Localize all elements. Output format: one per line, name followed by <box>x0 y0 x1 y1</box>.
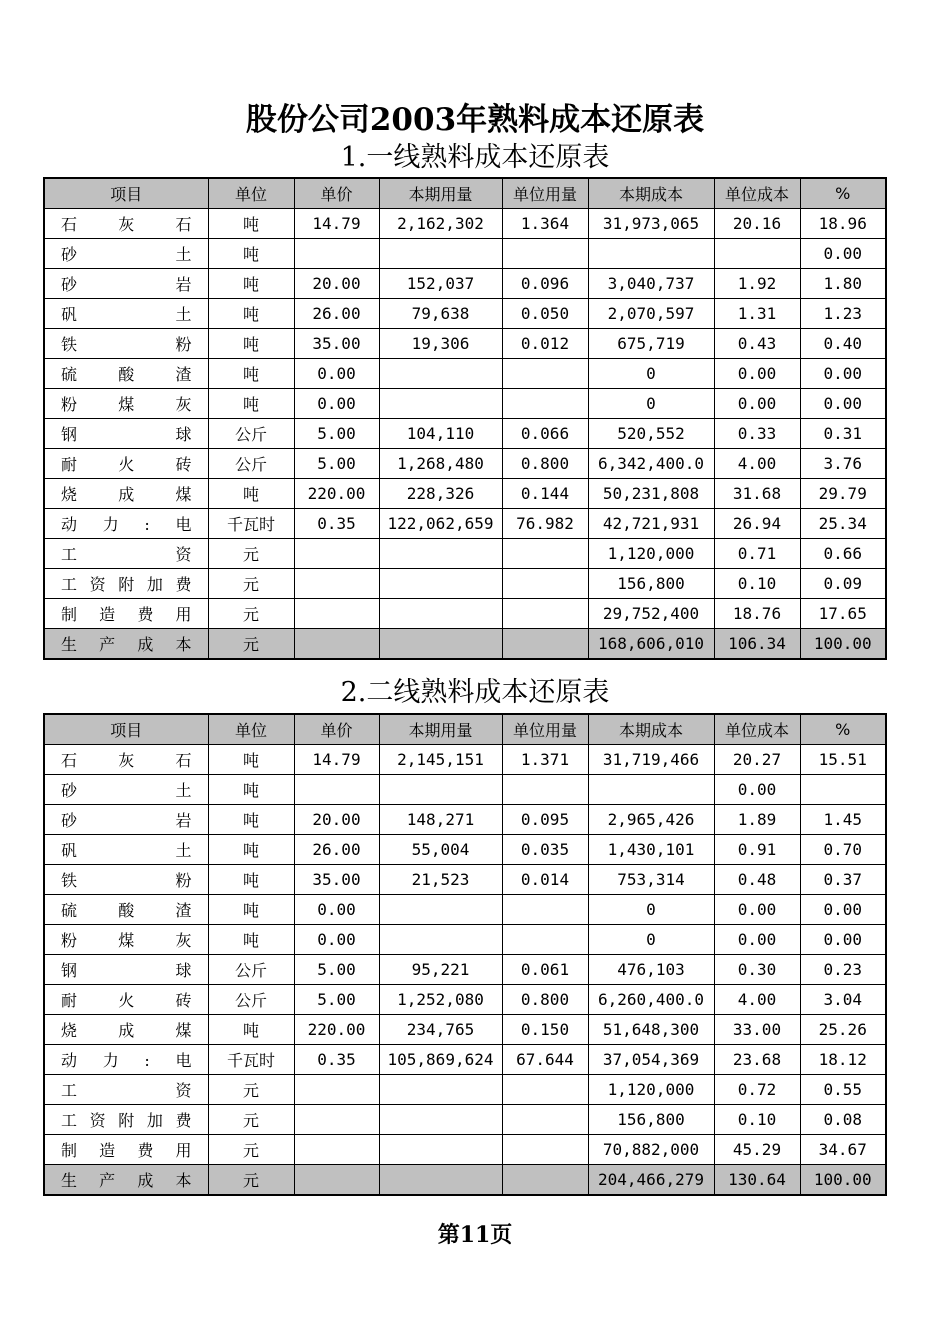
table-row <box>44 479 886 509</box>
cell-unit-consumption <box>502 1105 588 1135</box>
table-row <box>44 629 886 660</box>
cell-unit-consumption: 0.012 <box>502 329 588 359</box>
cell-percent: 0.00 <box>800 359 886 389</box>
header-period-cost: 本期成本 <box>588 714 714 745</box>
cell-percent: 34.67 <box>800 1135 886 1165</box>
cell-unit-cost: 106.34 <box>714 629 800 660</box>
cell-period-quantity: 105,869,624 <box>379 1045 502 1075</box>
cell-item: 制造费用 <box>44 1135 208 1165</box>
cell-unit-cost: 0.00 <box>714 895 800 925</box>
cell-period-quantity <box>379 925 502 955</box>
table-row <box>44 925 886 955</box>
cell-period-quantity <box>379 239 502 269</box>
cell-unit: 元 <box>208 599 294 629</box>
cell-period-quantity: 1,252,080 <box>379 985 502 1015</box>
cell-period-quantity <box>379 1135 502 1165</box>
table-row <box>44 985 886 1015</box>
cell-unit-consumption <box>502 925 588 955</box>
cell-unit-cost: 0.48 <box>714 865 800 895</box>
table-row <box>44 599 886 629</box>
cell-unit-price <box>294 539 379 569</box>
header-unit-cost: 单位成本 <box>714 178 800 209</box>
cell-period-cost: 675,719 <box>588 329 714 359</box>
cell-unit: 元 <box>208 1105 294 1135</box>
cell-unit-cost: 0.91 <box>714 835 800 865</box>
cell-unit-consumption <box>502 895 588 925</box>
cell-unit-price <box>294 1135 379 1165</box>
cell-unit-consumption <box>502 599 588 629</box>
page-number: 第11页 <box>437 1222 513 1248</box>
cell-period-quantity: 104,110 <box>379 419 502 449</box>
table-row <box>44 269 886 299</box>
cell-period-cost: 168,606,010 <box>588 629 714 660</box>
cell-unit-consumption: 1.371 <box>502 745 588 775</box>
cell-unit-price: 35.00 <box>294 865 379 895</box>
table-row <box>44 1015 886 1045</box>
cell-unit-price: 5.00 <box>294 449 379 479</box>
cell-period-quantity: 1,268,480 <box>379 449 502 479</box>
cell-item: 矾土 <box>44 299 208 329</box>
cell-unit-cost: 4.00 <box>714 449 800 479</box>
cell-unit: 元 <box>208 1135 294 1165</box>
cell-unit-price <box>294 775 379 805</box>
cell-period-quantity <box>379 569 502 599</box>
cell-period-cost: 29,752,400 <box>588 599 714 629</box>
cell-percent: 25.34 <box>800 509 886 539</box>
cell-unit-cost: 0.72 <box>714 1075 800 1105</box>
cell-unit-price: 0.35 <box>294 1045 379 1075</box>
cell-unit: 吨 <box>208 359 294 389</box>
header-row <box>44 178 886 209</box>
cell-percent: 100.00 <box>800 629 886 660</box>
cell-unit-cost: 1.92 <box>714 269 800 299</box>
document-title: 股份公司2003年熟料成本还原表 <box>245 102 705 138</box>
cell-period-quantity <box>379 599 502 629</box>
cell-item: 工资 <box>44 539 208 569</box>
cell-unit-price <box>294 239 379 269</box>
table-row <box>44 955 886 985</box>
cell-percent: 25.26 <box>800 1015 886 1045</box>
cell-unit-consumption: 0.061 <box>502 955 588 985</box>
cell-unit: 吨 <box>208 805 294 835</box>
cell-period-quantity <box>379 539 502 569</box>
cell-period-cost: 0 <box>588 389 714 419</box>
cell-unit-cost: 0.10 <box>714 569 800 599</box>
cell-unit: 吨 <box>208 239 294 269</box>
cell-unit-cost: 1.89 <box>714 805 800 835</box>
table-row <box>44 239 886 269</box>
cell-period-cost: 50,231,808 <box>588 479 714 509</box>
cell-item: 动力:电 <box>44 509 208 539</box>
cell-percent: 0.00 <box>800 389 886 419</box>
cell-unit-consumption: 0.150 <box>502 1015 588 1045</box>
cell-unit: 元 <box>208 1165 294 1196</box>
cell-unit: 千瓦时 <box>208 509 294 539</box>
cell-period-quantity: 55,004 <box>379 835 502 865</box>
cell-percent: 3.76 <box>800 449 886 479</box>
cell-period-quantity <box>379 389 502 419</box>
cell-item: 砂岩 <box>44 269 208 299</box>
cell-item: 铁粉 <box>44 329 208 359</box>
cell-percent: 0.00 <box>800 895 886 925</box>
table-row <box>44 419 886 449</box>
cell-period-cost <box>588 239 714 269</box>
cell-period-cost: 0 <box>588 925 714 955</box>
cell-period-cost: 204,466,279 <box>588 1165 714 1196</box>
cell-unit: 吨 <box>208 865 294 895</box>
cell-unit-price: 26.00 <box>294 835 379 865</box>
table-row <box>44 1165 886 1196</box>
cell-period-cost: 0 <box>588 359 714 389</box>
cell-unit: 元 <box>208 569 294 599</box>
cell-period-cost: 2,965,426 <box>588 805 714 835</box>
header-period-quantity: 本期用量 <box>379 714 502 745</box>
header-item: 项目 <box>44 714 208 745</box>
cell-item: 钢球 <box>44 955 208 985</box>
cell-unit-cost: 0.43 <box>714 329 800 359</box>
cell-item: 硫酸渣 <box>44 359 208 389</box>
cell-period-cost: 42,721,931 <box>588 509 714 539</box>
cell-unit-cost: 4.00 <box>714 985 800 1015</box>
table-row <box>44 745 886 775</box>
header-unit-cost: 单位成本 <box>714 714 800 745</box>
cell-unit-price: 5.00 <box>294 985 379 1015</box>
cell-item: 动力:电 <box>44 1045 208 1075</box>
cell-unit-consumption <box>502 1075 588 1105</box>
cell-unit: 吨 <box>208 329 294 359</box>
cell-period-cost: 70,882,000 <box>588 1135 714 1165</box>
cell-unit-price <box>294 629 379 660</box>
cell-unit: 吨 <box>208 389 294 419</box>
cell-unit-consumption: 0.096 <box>502 269 588 299</box>
cell-unit-price <box>294 569 379 599</box>
cell-unit: 公斤 <box>208 419 294 449</box>
cell-unit-price: 5.00 <box>294 955 379 985</box>
cell-unit-cost: 1.31 <box>714 299 800 329</box>
line-1-cost-table <box>43 177 887 660</box>
cell-period-quantity: 2,162,302 <box>379 209 502 239</box>
cell-unit-cost: 26.94 <box>714 509 800 539</box>
cell-unit-price: 0.00 <box>294 389 379 419</box>
cell-period-cost: 1,430,101 <box>588 835 714 865</box>
cell-unit: 公斤 <box>208 985 294 1015</box>
cell-unit-consumption: 0.800 <box>502 985 588 1015</box>
cell-percent: 0.00 <box>800 239 886 269</box>
cell-unit-cost: 0.71 <box>714 539 800 569</box>
table-row <box>44 569 886 599</box>
cell-percent: 0.37 <box>800 865 886 895</box>
cell-unit-price: 0.00 <box>294 925 379 955</box>
cell-item: 砂土 <box>44 775 208 805</box>
cell-unit-price <box>294 599 379 629</box>
cell-unit-consumption <box>502 569 588 599</box>
cell-percent: 0.09 <box>800 569 886 599</box>
cell-percent <box>800 775 886 805</box>
cell-unit-price <box>294 1075 379 1105</box>
cell-unit-cost: 23.68 <box>714 1045 800 1075</box>
cell-percent: 0.55 <box>800 1075 886 1105</box>
cell-unit-consumption: 0.095 <box>502 805 588 835</box>
cell-period-quantity <box>379 1105 502 1135</box>
cell-period-quantity <box>379 895 502 925</box>
table-row <box>44 359 886 389</box>
cell-period-quantity: 79,638 <box>379 299 502 329</box>
cell-item: 硫酸渣 <box>44 895 208 925</box>
cell-unit: 吨 <box>208 209 294 239</box>
cell-unit: 吨 <box>208 269 294 299</box>
cell-period-cost: 753,314 <box>588 865 714 895</box>
cell-percent: 0.66 <box>800 539 886 569</box>
cell-unit-price: 20.00 <box>294 269 379 299</box>
cell-period-quantity: 2,145,151 <box>379 745 502 775</box>
table-row <box>44 209 886 239</box>
table-row <box>44 1075 886 1105</box>
cell-unit-cost: 18.76 <box>714 599 800 629</box>
cell-unit-cost: 0.00 <box>714 775 800 805</box>
cell-item: 耐火砖 <box>44 985 208 1015</box>
cell-period-cost: 0 <box>588 895 714 925</box>
table-row <box>44 1045 886 1075</box>
cell-period-cost: 31,719,466 <box>588 745 714 775</box>
header-percent: % <box>800 178 886 209</box>
cell-item: 粉煤灰 <box>44 389 208 419</box>
cell-unit-price: 220.00 <box>294 1015 379 1045</box>
cell-item: 生产成本 <box>44 629 208 660</box>
cell-period-quantity <box>379 359 502 389</box>
cell-item: 生产成本 <box>44 1165 208 1196</box>
cell-period-quantity <box>379 1165 502 1196</box>
cell-unit-price: 26.00 <box>294 299 379 329</box>
cell-unit-price: 0.00 <box>294 359 379 389</box>
cell-unit-consumption: 0.035 <box>502 835 588 865</box>
cell-period-cost: 51,648,300 <box>588 1015 714 1045</box>
cell-unit-price: 20.00 <box>294 805 379 835</box>
cell-unit-consumption: 67.644 <box>502 1045 588 1075</box>
cell-period-cost: 1,120,000 <box>588 1075 714 1105</box>
cell-unit: 吨 <box>208 299 294 329</box>
cell-percent: 3.04 <box>800 985 886 1015</box>
cell-unit-consumption <box>502 1165 588 1196</box>
cell-percent: 100.00 <box>800 1165 886 1196</box>
cell-percent: 0.70 <box>800 835 886 865</box>
cell-item: 工资附加费 <box>44 1105 208 1135</box>
cell-item: 工资附加费 <box>44 569 208 599</box>
cell-unit-cost: 130.64 <box>714 1165 800 1196</box>
cell-item: 工资 <box>44 1075 208 1105</box>
cell-unit-price <box>294 1165 379 1196</box>
table-row <box>44 835 886 865</box>
table-row <box>44 329 886 359</box>
table-row <box>44 539 886 569</box>
cell-unit-consumption: 0.144 <box>502 479 588 509</box>
cell-unit-consumption: 1.364 <box>502 209 588 239</box>
table-row <box>44 1105 886 1135</box>
header-unit-consumption: 单位用量 <box>502 714 588 745</box>
cell-unit-cost: 33.00 <box>714 1015 800 1045</box>
table-row <box>44 895 886 925</box>
table-2-title: 2.二线熟料成本还原表 <box>340 677 610 708</box>
cell-unit-cost: 20.27 <box>714 745 800 775</box>
cell-percent: 15.51 <box>800 745 886 775</box>
cell-percent: 1.23 <box>800 299 886 329</box>
header-period-cost: 本期成本 <box>588 178 714 209</box>
cell-percent: 18.12 <box>800 1045 886 1075</box>
cell-unit-price: 14.79 <box>294 745 379 775</box>
cell-period-quantity: 228,326 <box>379 479 502 509</box>
cell-percent: 0.00 <box>800 925 886 955</box>
header-percent: % <box>800 714 886 745</box>
cell-item: 烧成煤 <box>44 1015 208 1045</box>
cell-unit-cost: 0.00 <box>714 389 800 419</box>
cell-unit-consumption <box>502 629 588 660</box>
cell-item: 砂岩 <box>44 805 208 835</box>
cell-percent: 1.80 <box>800 269 886 299</box>
cell-period-cost: 520,552 <box>588 419 714 449</box>
cell-item: 粉煤灰 <box>44 925 208 955</box>
table-row <box>44 865 886 895</box>
cell-unit: 元 <box>208 1075 294 1105</box>
cell-unit-cost <box>714 239 800 269</box>
table-1-title: 1.一线熟料成本还原表 <box>340 142 610 173</box>
cell-item: 石灰石 <box>44 745 208 775</box>
cell-percent: 29.79 <box>800 479 886 509</box>
cell-unit: 吨 <box>208 895 294 925</box>
cell-period-cost: 6,260,400.0 <box>588 985 714 1015</box>
cell-percent: 18.96 <box>800 209 886 239</box>
cell-period-cost: 156,800 <box>588 569 714 599</box>
cell-unit: 千瓦时 <box>208 1045 294 1075</box>
cell-period-cost: 1,120,000 <box>588 539 714 569</box>
cell-unit-price: 35.00 <box>294 329 379 359</box>
cell-unit-price: 220.00 <box>294 479 379 509</box>
cell-unit: 元 <box>208 629 294 660</box>
cell-unit: 吨 <box>208 1015 294 1045</box>
cell-period-quantity: 95,221 <box>379 955 502 985</box>
cell-period-cost: 3,040,737 <box>588 269 714 299</box>
cell-percent: 0.40 <box>800 329 886 359</box>
cell-unit-cost: 0.10 <box>714 1105 800 1135</box>
cell-unit-consumption <box>502 1135 588 1165</box>
cell-period-quantity <box>379 1075 502 1105</box>
cell-period-quantity <box>379 775 502 805</box>
table-row <box>44 299 886 329</box>
cell-unit-price: 5.00 <box>294 419 379 449</box>
cell-unit-price: 0.00 <box>294 895 379 925</box>
cell-period-quantity: 122,062,659 <box>379 509 502 539</box>
table-row <box>44 1135 886 1165</box>
cell-unit-consumption: 0.800 <box>502 449 588 479</box>
cell-item: 制造费用 <box>44 599 208 629</box>
cell-unit: 吨 <box>208 835 294 865</box>
cell-unit: 吨 <box>208 745 294 775</box>
cell-period-cost: 37,054,369 <box>588 1045 714 1075</box>
table-row <box>44 775 886 805</box>
cell-unit-consumption: 0.050 <box>502 299 588 329</box>
cell-percent: 17.65 <box>800 599 886 629</box>
table-row <box>44 509 886 539</box>
cell-percent: 0.23 <box>800 955 886 985</box>
cell-unit: 吨 <box>208 775 294 805</box>
cell-period-quantity <box>379 629 502 660</box>
cell-item: 矾土 <box>44 835 208 865</box>
cell-unit: 公斤 <box>208 449 294 479</box>
cell-item: 耐火砖 <box>44 449 208 479</box>
header-unit-consumption: 单位用量 <box>502 178 588 209</box>
cell-unit-cost: 20.16 <box>714 209 800 239</box>
cell-period-quantity: 152,037 <box>379 269 502 299</box>
cell-period-cost: 2,070,597 <box>588 299 714 329</box>
cell-unit: 公斤 <box>208 955 294 985</box>
line-2-cost-table <box>43 713 887 1196</box>
header-unit: 单位 <box>208 714 294 745</box>
cell-item: 砂土 <box>44 239 208 269</box>
cell-unit-cost: 31.68 <box>714 479 800 509</box>
cell-unit-consumption: 0.066 <box>502 419 588 449</box>
cell-period-quantity: 148,271 <box>379 805 502 835</box>
cell-period-cost: 31,973,065 <box>588 209 714 239</box>
cell-period-cost: 156,800 <box>588 1105 714 1135</box>
table-row <box>44 449 886 479</box>
cell-period-cost <box>588 775 714 805</box>
cell-unit-consumption <box>502 359 588 389</box>
cell-unit-price: 0.35 <box>294 509 379 539</box>
cell-unit: 元 <box>208 539 294 569</box>
cell-unit-cost: 0.00 <box>714 359 800 389</box>
cell-percent: 1.45 <box>800 805 886 835</box>
cell-item: 烧成煤 <box>44 479 208 509</box>
cell-item: 石灰石 <box>44 209 208 239</box>
cell-unit: 吨 <box>208 925 294 955</box>
cell-unit-consumption <box>502 539 588 569</box>
header-unit: 单位 <box>208 178 294 209</box>
cell-period-cost: 476,103 <box>588 955 714 985</box>
header-unit-price: 单价 <box>294 714 379 745</box>
cell-unit-consumption <box>502 389 588 419</box>
cell-percent: 0.08 <box>800 1105 886 1135</box>
cell-unit-consumption: 0.014 <box>502 865 588 895</box>
cell-unit-consumption: 76.982 <box>502 509 588 539</box>
table-row <box>44 389 886 419</box>
cell-unit-price <box>294 1105 379 1135</box>
header-unit-price: 单价 <box>294 178 379 209</box>
cell-unit-consumption <box>502 775 588 805</box>
cell-item: 铁粉 <box>44 865 208 895</box>
cell-period-quantity: 234,765 <box>379 1015 502 1045</box>
cell-unit-price: 14.79 <box>294 209 379 239</box>
cell-item: 钢球 <box>44 419 208 449</box>
cell-period-quantity: 19,306 <box>379 329 502 359</box>
cell-period-quantity: 21,523 <box>379 865 502 895</box>
cell-unit-cost: 0.30 <box>714 955 800 985</box>
header-row <box>44 714 886 745</box>
header-period-quantity: 本期用量 <box>379 178 502 209</box>
header-item: 项目 <box>44 178 208 209</box>
table-row <box>44 805 886 835</box>
cell-unit-cost: 45.29 <box>714 1135 800 1165</box>
cell-unit-consumption <box>502 239 588 269</box>
cell-unit-cost: 0.33 <box>714 419 800 449</box>
cell-period-cost: 6,342,400.0 <box>588 449 714 479</box>
cell-unit-cost: 0.00 <box>714 925 800 955</box>
cell-percent: 0.31 <box>800 419 886 449</box>
cell-unit: 吨 <box>208 479 294 509</box>
